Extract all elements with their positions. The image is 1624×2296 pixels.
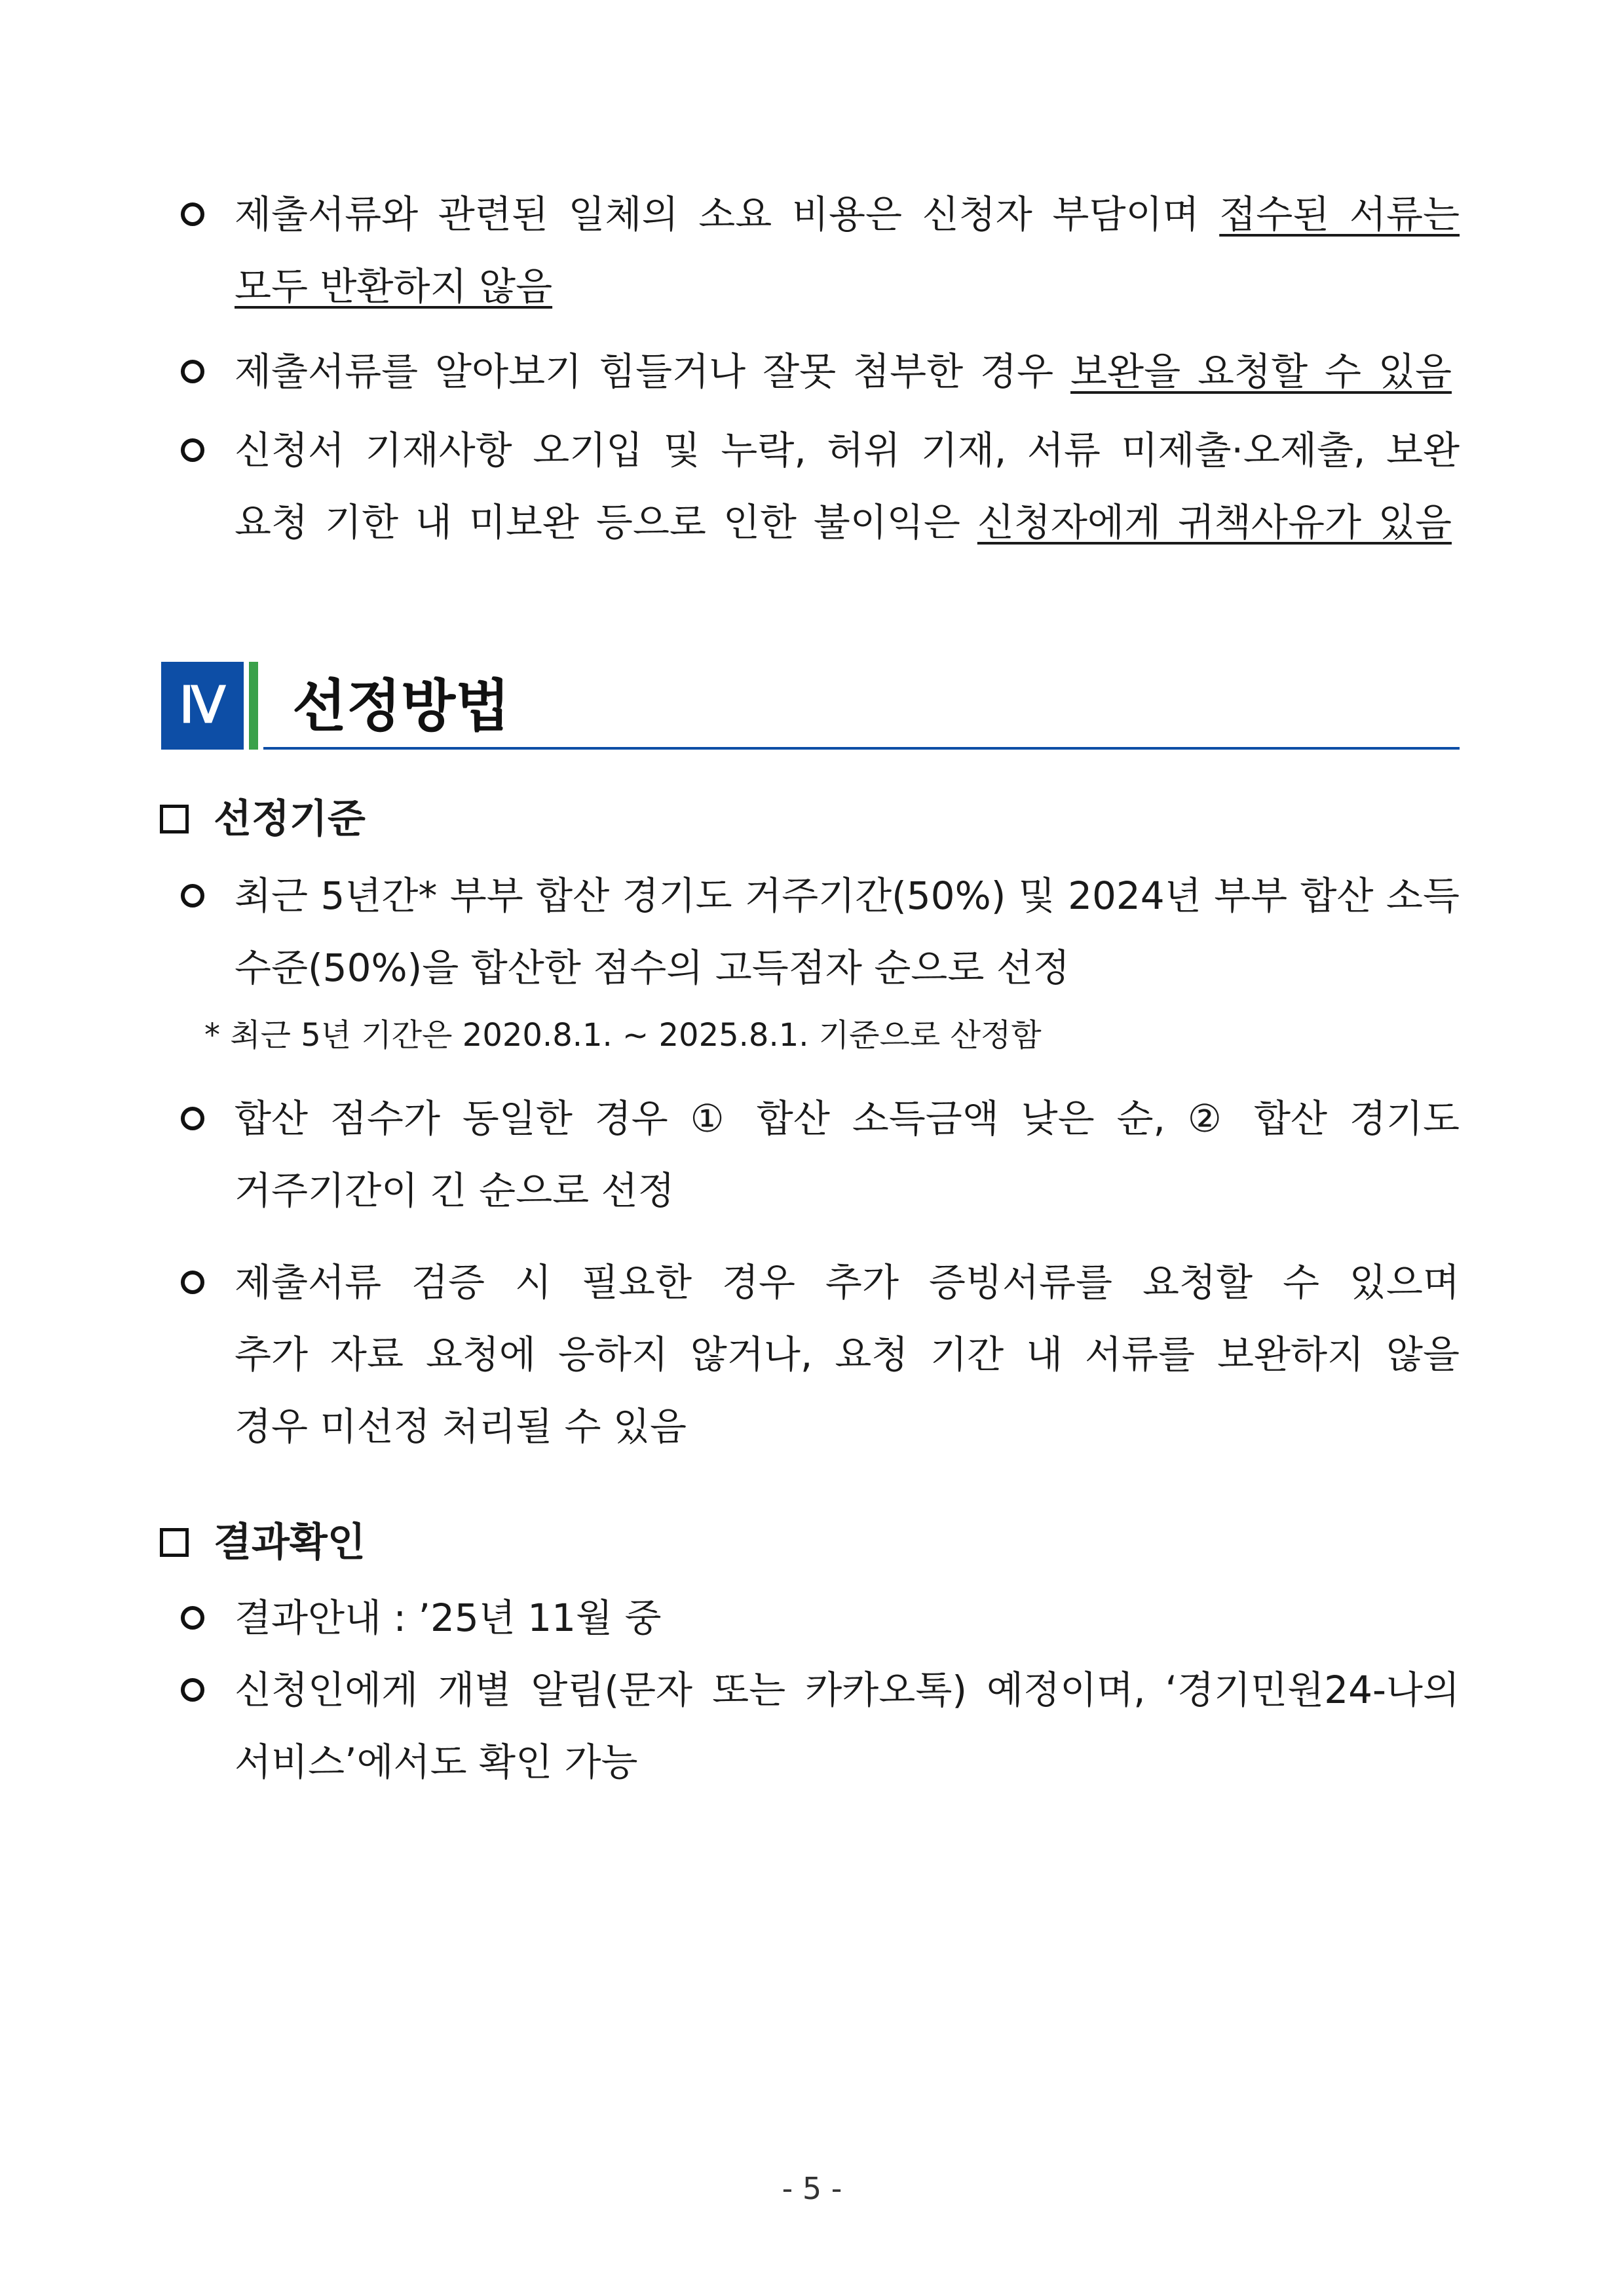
- section-accent-bar: [249, 662, 258, 750]
- square-bullet-icon: [160, 1528, 189, 1557]
- item-text-line: 거주기간이 긴 순으로 선정: [235, 1168, 675, 1213]
- item-text-line: 신청서 기재사항 오기입 및 누락, 허위 기재, 서류 미제출·오제출, 보완: [235, 428, 1460, 472]
- circle-bullet-icon: [181, 1606, 204, 1630]
- criteria-heading: 선정기준: [214, 796, 366, 842]
- item-text-line: 서비스’에서도 확인 가능: [235, 1740, 638, 1784]
- item-text-line: 신청인에게 개별 알림(문자 또는 카카오톡) 예정이며, ‘경기민원24-나의: [235, 1668, 1460, 1712]
- section-underline-rule: [263, 747, 1460, 750]
- item-text-line: 제출서류와 관련된 일체의 소요 비용은 신청자 부담이며 접수된 서류는: [235, 192, 1460, 237]
- item-text-line: 요청 기한 내 미보완 등으로 인한 불이익은 신청자에게 귀책사유가 있음: [235, 500, 1452, 545]
- item-text-line: 결과안내 : ’25년 11월 중: [235, 1596, 662, 1640]
- criteria-footnote: * 최근 5년 기간은 2020.8.1. ~ 2025.8.1. 기준으로 산정함: [204, 1017, 1042, 1054]
- item-text-line: 제출서류 검증 시 필요한 경우 추가 증빙서류를 요청할 수 있으며: [235, 1260, 1460, 1305]
- item-text-line: 최근 5년간* 부부 합산 경기도 거주기간(50%) 및 2024년 부부 합산 소득: [235, 873, 1460, 918]
- item-text-line: 추가 자료 요청에 응하지 않거나, 요청 기간 내 서류를 보완하지 않을: [235, 1332, 1460, 1377]
- item-text-line: 모두 반환하지 않음: [235, 264, 553, 309]
- section-title: 선정방법: [292, 674, 510, 739]
- item-text-line: 수준(50%)을 합산한 점수의 고득점자 순으로 선정: [235, 946, 1070, 990]
- square-bullet-icon: [160, 805, 189, 833]
- circle-bullet-icon: [181, 202, 204, 226]
- circle-bullet-icon: [181, 1678, 204, 1702]
- circle-bullet-icon: [181, 1107, 204, 1130]
- section-number-badge: Ⅳ: [161, 662, 244, 750]
- results-heading: 결과확인: [214, 1520, 366, 1565]
- circle-bullet-icon: [181, 1271, 204, 1294]
- item-text-line: 합산 점수가 동일한 경우 ① 합산 소득금액 낮은 순, ② 합산 경기도: [235, 1096, 1460, 1141]
- circle-bullet-icon: [181, 360, 204, 383]
- item-text-line: 경우 미선정 처리될 수 있음: [235, 1404, 687, 1449]
- page-number: - 5 -: [782, 2171, 842, 2206]
- item-text-line: 제출서류를 알아보기 힘들거나 잘못 첨부한 경우 보완을 요청할 수 있음: [235, 349, 1452, 394]
- circle-bullet-icon: [181, 438, 204, 462]
- circle-bullet-icon: [181, 884, 204, 908]
